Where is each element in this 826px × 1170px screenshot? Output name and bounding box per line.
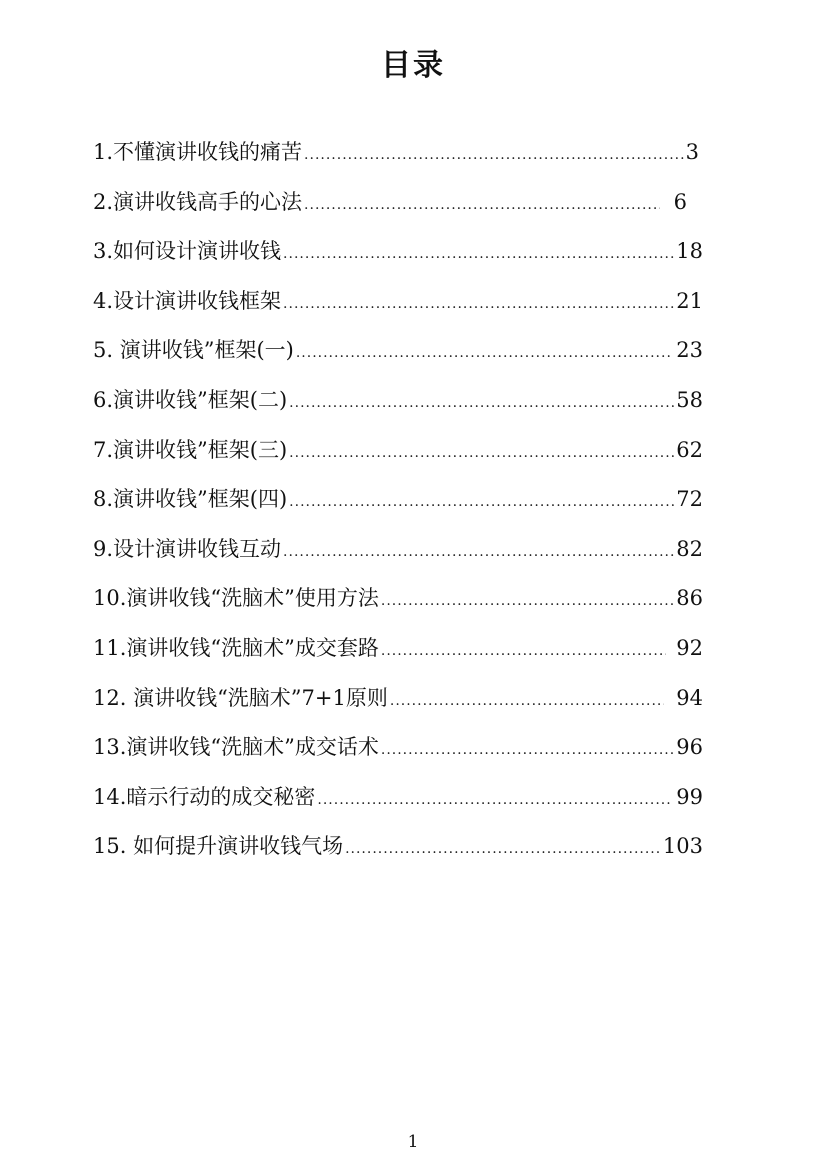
toc-entry-page: 21 <box>676 288 703 313</box>
table-of-contents <box>93 132 703 876</box>
toc-entry-label: 8.演讲收钱”框架(四) <box>93 487 288 512</box>
toc-entry-4[interactable] <box>93 281 703 331</box>
toc-entry-1[interactable] <box>93 132 703 182</box>
dot-leader <box>289 383 674 423</box>
toc-entry-label: 10.演讲收钱“洗脑术”使用方法 <box>93 586 379 611</box>
dot-leader <box>283 284 674 324</box>
toc-entry-10[interactable] <box>93 578 703 628</box>
page-number: 1 <box>407 1132 419 1152</box>
toc-entry-label: 1.不懂演讲收钱的痛苦 <box>93 140 303 164</box>
toc-entry-2[interactable] <box>93 182 703 232</box>
toc-entry-label: 5. 演讲收钱”框架(一) <box>93 338 294 363</box>
toc-entry-label: 2.演讲收钱高手的心法 <box>93 189 303 214</box>
toc-entry-label: 9.设计演讲收钱互动 <box>93 536 282 561</box>
toc-entry-label: 12. 演讲收钱“洗脑术”7+1原则 <box>93 685 388 710</box>
dot-leader <box>381 581 674 621</box>
dot-leader <box>283 532 674 572</box>
toc-entry-page: 62 <box>676 437 703 462</box>
toc-entry-label: 15. 如何提升演讲收钱气场 <box>93 834 344 859</box>
dot-leader <box>304 135 684 175</box>
toc-entry-6[interactable] <box>93 380 703 430</box>
toc-entry-page: 18 <box>676 239 703 264</box>
toc-entry-page: 92 <box>676 635 703 660</box>
dot-leader <box>283 234 674 274</box>
toc-entry-label: 4.设计演讲收钱框架 <box>93 288 282 313</box>
toc-entry-14[interactable] <box>93 777 703 827</box>
toc-entry-label: 13.演讲收钱“洗脑术”成交话术 <box>93 735 379 760</box>
dot-leader <box>289 433 674 473</box>
dot-leader <box>381 730 674 770</box>
toc-entry-page: 72 <box>676 487 703 512</box>
toc-entry-5[interactable] <box>93 330 703 380</box>
dot-leader <box>289 482 674 522</box>
toc-entry-page: 3 <box>685 140 699 164</box>
toc-entry-page: 103 <box>662 834 703 859</box>
toc-entry-page: 58 <box>676 387 703 412</box>
dot-leader <box>345 829 661 869</box>
dot-leader <box>304 185 660 225</box>
toc-entry-11[interactable] <box>93 628 703 678</box>
toc-entry-label: 6.演讲收钱”框架(二) <box>93 387 288 412</box>
toc-entry-label: 14.暗示行动的成交秘密 <box>93 784 316 809</box>
dot-leader <box>390 681 664 721</box>
toc-entry-page: 6 <box>673 189 687 214</box>
dot-leader <box>317 780 670 820</box>
toc-entry-label: 7.演讲收钱”框架(三) <box>93 437 288 462</box>
toc-entry-9[interactable] <box>93 529 703 579</box>
toc-entry-12[interactable] <box>93 678 703 728</box>
toc-entry-page: 86 <box>676 586 703 611</box>
toc-entry-15[interactable] <box>93 826 703 876</box>
dot-leader <box>296 333 670 373</box>
dot-leader <box>381 631 666 671</box>
toc-entry-7[interactable] <box>93 430 703 480</box>
toc-entry-page: 96 <box>676 735 703 760</box>
toc-entry-3[interactable] <box>93 231 703 281</box>
toc-entry-page: 99 <box>676 784 703 809</box>
toc-entry-label: 3.如何设计演讲收钱 <box>93 239 282 264</box>
toc-entry-8[interactable] <box>93 479 703 529</box>
toc-entry-page: 23 <box>676 338 703 363</box>
page-title: 目录 <box>381 48 445 83</box>
toc-entry-page: 94 <box>676 685 703 710</box>
toc-entry-label: 11.演讲收钱“洗脑术”成交套路 <box>93 635 379 660</box>
toc-entry-page: 82 <box>676 536 703 561</box>
toc-entry-13[interactable] <box>93 727 703 777</box>
